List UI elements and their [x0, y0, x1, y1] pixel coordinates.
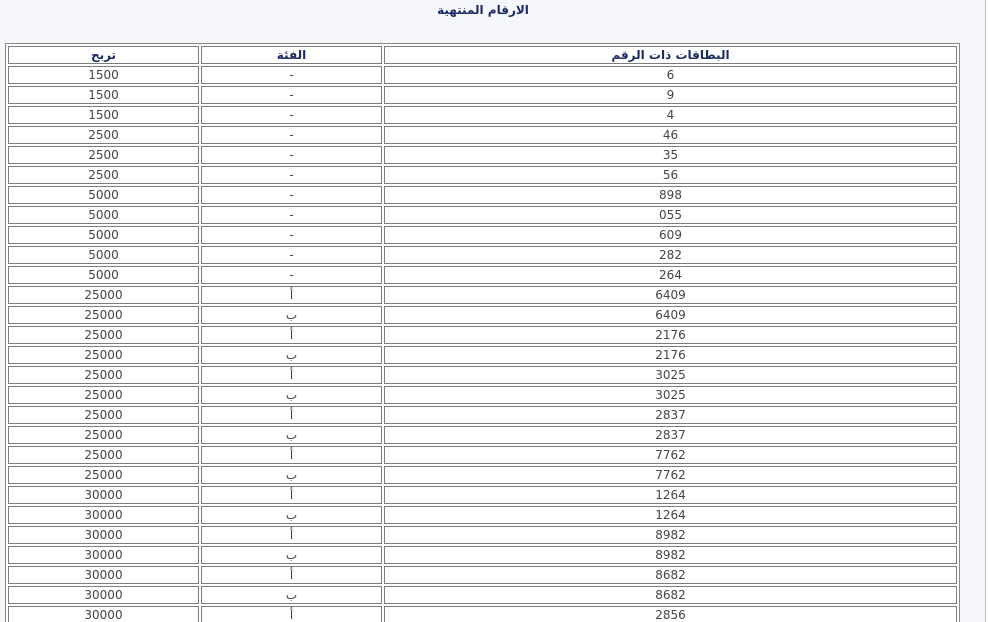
- cell-number: 6409: [384, 306, 957, 324]
- cell-number: 46: [384, 126, 957, 144]
- cell-category: ب: [201, 346, 382, 364]
- table-row: [8, 166, 957, 184]
- cell-category: أ: [201, 486, 382, 504]
- cell-number: 4: [384, 106, 957, 124]
- table-row: [8, 246, 957, 264]
- cell-category: أ: [201, 446, 382, 464]
- cell-prize: 25000: [8, 286, 199, 304]
- table-row: [8, 446, 957, 464]
- cell-category: أ: [201, 326, 382, 344]
- table-header-row: [8, 46, 957, 64]
- table-row: [8, 386, 957, 404]
- cell-number: 8682: [384, 586, 957, 604]
- cell-category: -: [201, 146, 382, 164]
- cell-number: 2176: [384, 346, 957, 364]
- cell-prize: 25000: [8, 466, 199, 484]
- cell-number: 282: [384, 246, 957, 264]
- cell-prize: 30000: [8, 526, 199, 544]
- cell-number: 2837: [384, 426, 957, 444]
- table-row: [8, 286, 957, 304]
- results-table-container: [5, 43, 960, 622]
- cell-number: 6: [384, 66, 957, 84]
- cell-number: 8682: [384, 566, 957, 584]
- table-row: [8, 326, 957, 344]
- cell-number: 2176: [384, 326, 957, 344]
- cell-category: -: [201, 106, 382, 124]
- table-row: [8, 526, 957, 544]
- cell-prize: 25000: [8, 326, 199, 344]
- cell-prize: 25000: [8, 346, 199, 364]
- cell-category: ب: [201, 506, 382, 524]
- cell-category: أ: [201, 526, 382, 544]
- cell-category: أ: [201, 566, 382, 584]
- cell-number: 2837: [384, 406, 957, 424]
- cell-category: -: [201, 186, 382, 204]
- cell-prize: 5000: [8, 246, 199, 264]
- cell-number: 6409: [384, 286, 957, 304]
- cell-number: 609: [384, 226, 957, 244]
- cell-prize: 30000: [8, 606, 199, 622]
- cell-number: 2856: [384, 606, 957, 622]
- cell-prize: 25000: [8, 306, 199, 324]
- cell-prize: 1500: [8, 66, 199, 84]
- cell-prize: 25000: [8, 426, 199, 444]
- cell-category: ب: [201, 466, 382, 484]
- cell-number: 898: [384, 186, 957, 204]
- cell-category: أ: [201, 406, 382, 424]
- cell-category: -: [201, 226, 382, 244]
- cell-category: -: [201, 86, 382, 104]
- header-number: البطاقات ذات الرقم: [384, 46, 957, 64]
- table-row: [8, 366, 957, 384]
- cell-number: 9: [384, 86, 957, 104]
- table-row: [8, 186, 957, 204]
- cell-prize: 30000: [8, 506, 199, 524]
- cell-category: -: [201, 246, 382, 264]
- cell-prize: 30000: [8, 586, 199, 604]
- table-row: [8, 146, 957, 164]
- cell-category: أ: [201, 366, 382, 384]
- table-row: [8, 566, 957, 584]
- header-category: الفئة: [201, 46, 382, 64]
- table-row: [8, 466, 957, 484]
- header-prize: تربح: [8, 46, 199, 64]
- table-row: [8, 66, 957, 84]
- cell-prize: 25000: [8, 446, 199, 464]
- cell-number: 1264: [384, 486, 957, 504]
- cell-number: 1264: [384, 506, 957, 524]
- cell-prize: 30000: [8, 566, 199, 584]
- cell-prize: 2500: [8, 146, 199, 164]
- cell-number: 3025: [384, 366, 957, 384]
- cell-category: -: [201, 166, 382, 184]
- table-row: [8, 606, 957, 622]
- cell-number: 35: [384, 146, 957, 164]
- table-body: [8, 66, 957, 622]
- cell-number: 7762: [384, 466, 957, 484]
- cell-prize: 25000: [8, 406, 199, 424]
- table-row: [8, 586, 957, 604]
- cell-prize: 1500: [8, 86, 199, 104]
- table-row: [8, 426, 957, 444]
- cell-number: 264: [384, 266, 957, 284]
- table-row: [8, 546, 957, 564]
- results-table: [6, 44, 959, 622]
- cell-prize: 2500: [8, 166, 199, 184]
- table-row: [8, 206, 957, 224]
- cell-category: ب: [201, 306, 382, 324]
- cell-prize: 30000: [8, 486, 199, 504]
- cell-category: -: [201, 266, 382, 284]
- table-row: [8, 486, 957, 504]
- table-row: [8, 226, 957, 244]
- table-row: [8, 126, 957, 144]
- cell-category: ب: [201, 386, 382, 404]
- table-row: [8, 86, 957, 104]
- cell-category: ب: [201, 426, 382, 444]
- cell-category: -: [201, 66, 382, 84]
- cell-prize: 5000: [8, 266, 199, 284]
- table-row: [8, 106, 957, 124]
- table-row: [8, 306, 957, 324]
- cell-prize: 25000: [8, 386, 199, 404]
- cell-prize: 30000: [8, 546, 199, 564]
- cell-category: أ: [201, 606, 382, 622]
- table-row: [8, 506, 957, 524]
- table-row: [8, 346, 957, 364]
- cell-number: 56: [384, 166, 957, 184]
- cell-number: 3025: [384, 386, 957, 404]
- cell-prize: 25000: [8, 366, 199, 384]
- cell-category: أ: [201, 286, 382, 304]
- cell-prize: 5000: [8, 226, 199, 244]
- cell-category: -: [201, 206, 382, 224]
- cell-prize: 5000: [8, 186, 199, 204]
- cell-number: 8982: [384, 526, 957, 544]
- cell-prize: 2500: [8, 126, 199, 144]
- page-title: الارقام المنتهية: [437, 3, 529, 17]
- cell-category: ب: [201, 546, 382, 564]
- cell-category: -: [201, 126, 382, 144]
- cell-number: 055: [384, 206, 957, 224]
- cell-prize: 1500: [8, 106, 199, 124]
- table-row: [8, 266, 957, 284]
- cell-number: 8982: [384, 546, 957, 564]
- cell-prize: 5000: [8, 206, 199, 224]
- cell-number: 7762: [384, 446, 957, 464]
- table-row: [8, 406, 957, 424]
- cell-category: ب: [201, 586, 382, 604]
